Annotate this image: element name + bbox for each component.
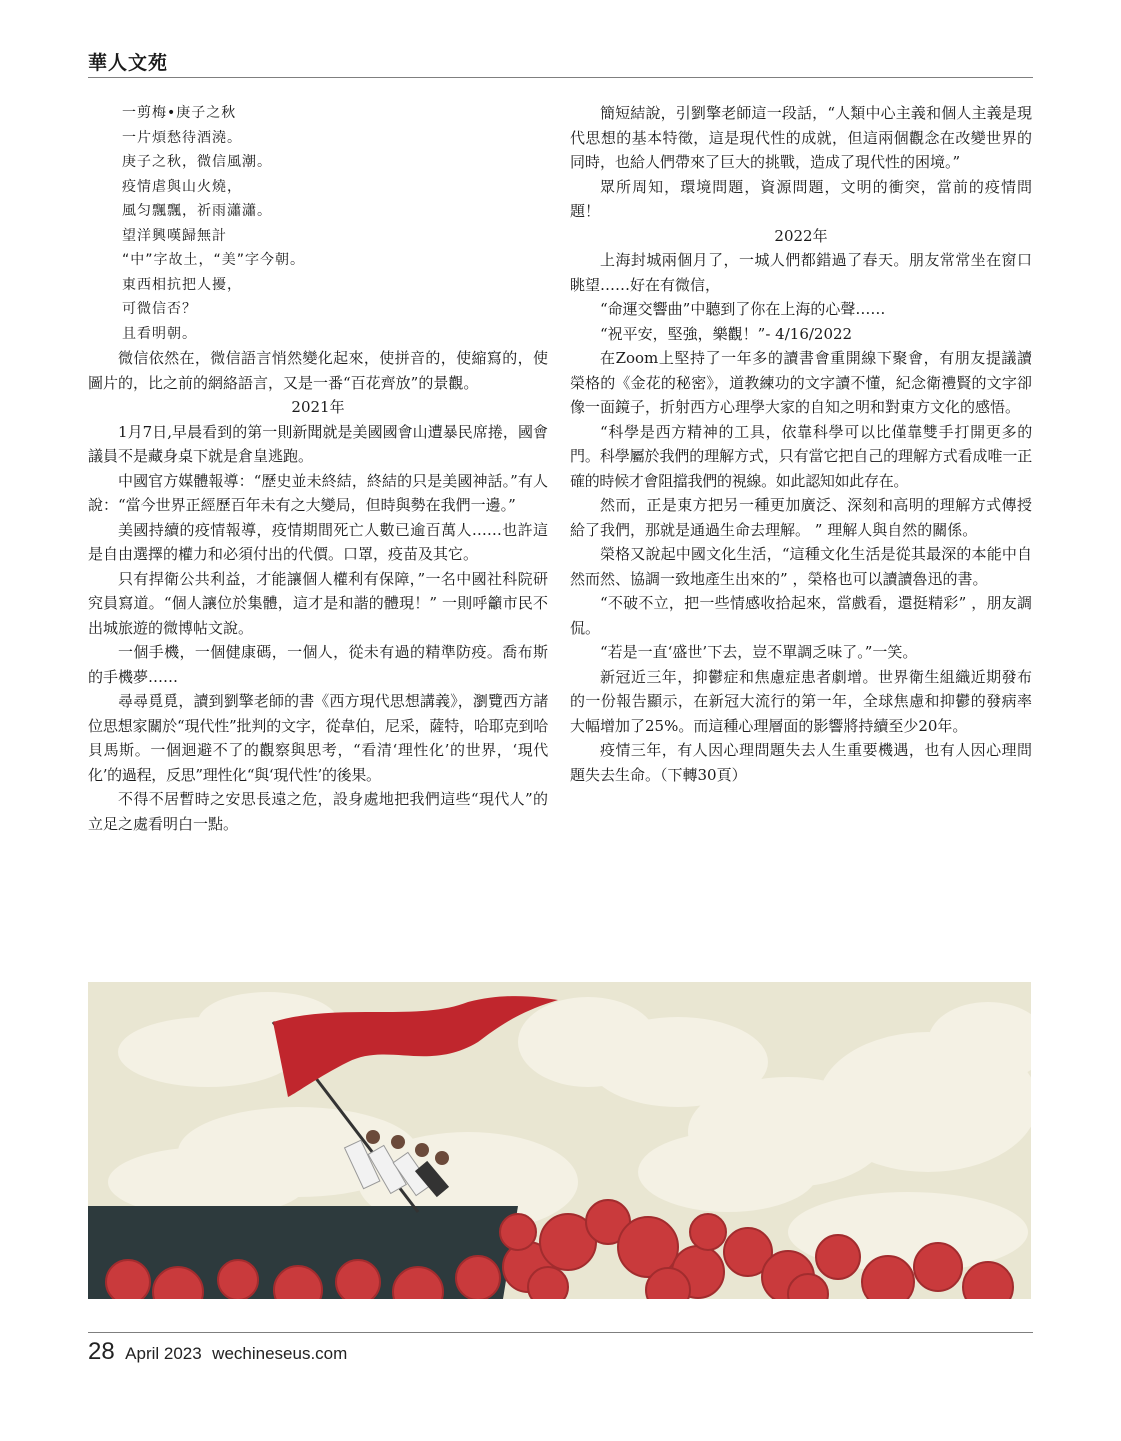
virus-particle (500, 1214, 536, 1250)
paragraph: 新冠近三年，抑鬱症和焦慮症患者劇增。世界衛生組織近期發布的一份報告顯示，在新冠大流行的第一年，全球焦慮和抑鬱的發病率大幅增加了25%。而這種心理層面的影響將持續至少20年。 (570, 667, 1032, 735)
virus-particle (816, 1235, 860, 1279)
virus-particle (914, 1243, 962, 1291)
paragraph: “不破不立，把一些情感收拾起來，當戲看，還挺精彩” ，朋友調侃。 (570, 594, 1032, 637)
website: wechineseus.com (212, 1344, 348, 1363)
footer (88, 1338, 347, 1366)
poem (122, 101, 548, 346)
paragraph: “祝平安，堅強，樂觀！”- 4/16/2022 (600, 324, 853, 343)
footer-rule (88, 1332, 1033, 1333)
paragraph: 美國持續的疫情報導，疫情期間死亡人數已逾百萬人……也許這是自由選擇的權力和必須付出的代價。口罩，疫苗及其它。 (88, 520, 548, 563)
poem-line: 風匀飄飄，祈雨瀟瀟。 (122, 203, 272, 219)
poem-line: 且看明朝。 (122, 325, 197, 342)
year-heading-2021: 2021年 (291, 398, 345, 416)
paragraph: 一個手機，一個健康碼，一個人，從未有過的精準防疫。喬布斯的手機夢…… (88, 643, 548, 686)
issue-date: April 2023 (125, 1344, 202, 1363)
paragraph: 上海封城兩個月了，一城人們都錯過了春天。朋友常常坐在窗口眺望……好在有微信， (570, 251, 1032, 294)
paragraph: 榮格又說起中國文化生活，“這種文化生活是從其最深的本能中自然而然、協調一致地產生出來的” ，榮格也可以讀讀魯迅的書。 (570, 545, 1032, 588)
right-column (570, 101, 1032, 787)
paragraph: 疫情三年，有人因心理問題失去人生重要機遇，也有人因心理問題失去生命。（下轉30頁） (570, 741, 1032, 784)
paragraph: 只有捍衛公共利益，才能讓個人權利有保障，”一名中國社科院研究員寫道。“個人讓位於集體，這才是和諧的體現！” 一則呼籲市民不出城旅遊的微博帖文說。 (88, 569, 548, 637)
paragraph: “命運交響曲”中聽到了你在上海的心聲…… (600, 300, 886, 318)
paragraph: 不得不居暫時之安思長遠之危，設身處地把我們這些“現代人”的立足之處看明白一點。 (88, 790, 548, 833)
paragraph: 然而，正是東方把另一種更加廣泛、深刻和高明的理解方式傳授給了我們，那就是通過生命去理解。 ” 理解人與自然的關係。 (570, 496, 1032, 539)
left-column (88, 101, 548, 836)
poem-line: 一片煩愁待酒澆。 (122, 129, 242, 146)
header-rule (88, 77, 1033, 78)
poem-line: 望洋興嘆歸無計 (122, 227, 227, 244)
paragraph: 簡短結說，引劉擎老師這一段話，“人類中心主義和個人主義是現代思想的基本特徵，這是現代性的成就，但這兩個觀念在改變世界的同時，也給人們帶來了巨大的挑戰，造成了現代性的困境。” (570, 104, 1032, 171)
paragraph: 1月7日,早晨看到的第一則新聞就是美國國會山遭暴民席捲，國會議員不是藏身桌下就是倉皇逃跑。 (88, 422, 548, 465)
poem-line: 疫情虐與山火燒， (122, 178, 242, 195)
virus-particle (336, 1260, 380, 1299)
poem-line: 庚子之秋，微信風潮。 (122, 154, 272, 170)
paragraph: 在Zoom上堅持了一年多的讀書會重開線下聚會，有朋友提議讀榮格的《金花的秘密》，道教練功的文字讀不懂，紀念衛禮賢的文字卻像一面鏡子，折射西方心理學大家的自知之明和對東方文化的感悟。 (570, 349, 1032, 416)
virus-particle (690, 1214, 726, 1250)
poem-line: “中”字故土，“美”字今朝。 (122, 252, 306, 268)
virus-particle (456, 1256, 500, 1299)
poem-line: 東西相抗把人擾， (122, 276, 242, 293)
year-heading-2022: 2022年 (774, 226, 828, 245)
paragraph: 尋尋覓覓，讀到劉擎老師的書《西方現代思想講義》，瀏覽西方諸位思想家關於“現代性”批判的文字，從韋伯，尼采，薩特，哈耶克到哈貝馬斯。一個迴避不了的觀察與思考，“看清‘理性化’的世界，‘現代化’的過程，反思”理性化“與‘現代性’的後果。 (88, 692, 548, 784)
virus-particle (218, 1260, 258, 1299)
paragraph: 微信依然在，微信語言悄然變化起來，使拼音的，使縮寫的，使圖片的，比之前的網絡語言，又是一番“百花齊放”的景觀。 (88, 349, 548, 392)
paragraph: “若是一直‘盛世’下去，豈不單調乏味了。”一笑。 (600, 643, 918, 661)
magazine-section-title: 華人文苑 (88, 52, 169, 74)
virus-particle (106, 1260, 150, 1299)
virus-particle (862, 1256, 914, 1299)
poem-line: 可微信否？ (122, 301, 197, 317)
paragraph: 中國官方媒體報導：“歷史並未終結，終結的只是美國神話。”有人說：“當今世界正經歷百年未有之大變局，但時與勢在我們一邊。” (88, 471, 548, 514)
poem-line: 一剪梅•庚子之秋 (122, 105, 237, 121)
page-number: 28 (88, 1338, 115, 1365)
paragraph: 眾所周知，環境問題，資源問題，文明的衝突，當前的疫情問題！ (570, 177, 1032, 220)
flag-raising-illustration (88, 982, 1031, 1299)
paragraph: “科學是西方精神的工具，依靠科學可以比僅靠雙手打開更多的門。科學屬於我們的理解方式，只有當它把自己的理解方式看成唯一正確的時候才會阻擋我們的視線。如此認知如此存在。 (570, 422, 1032, 490)
virus-particle (528, 1267, 568, 1299)
